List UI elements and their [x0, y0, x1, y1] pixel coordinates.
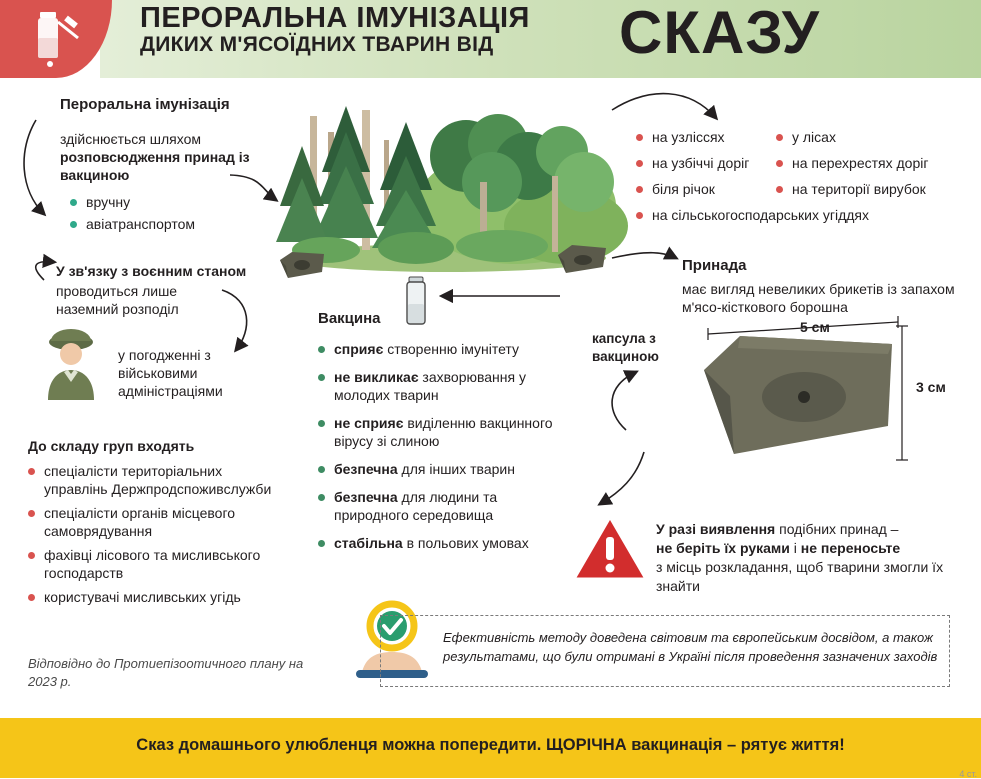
martial-law-text: проводиться лише наземний розподіл — [56, 283, 179, 317]
list-item-rest: в польових умовах — [402, 535, 529, 551]
list-item-rest: для людини та природного середовища — [334, 489, 498, 523]
methods-list — [70, 193, 260, 237]
list-item: у лісах — [776, 128, 976, 146]
list-item: на узбіччі доріг — [636, 154, 796, 172]
capsule-label: капсула з вакциною — [592, 331, 659, 364]
header-title-line1: ПЕРОРАЛЬНА ІМУНІЗАЦІЯ — [140, 2, 530, 34]
header-title-big: СКАЗУ — [619, 0, 820, 66]
list-item-bold: безпечна — [334, 489, 398, 505]
list-item: біля річок — [636, 180, 796, 198]
warning-text — [656, 520, 956, 596]
header-title-wrap — [140, 0, 980, 78]
efficiency-note-text: Ефективність методу доведена світовим та європейським досвідом, а також результатами, що були отримані в Україні після проведення зазначених заходів — [443, 630, 938, 664]
vaccine-ampoule-icon — [400, 276, 432, 328]
section-oral-immunization-text — [60, 130, 270, 184]
oral-imm-text-a: здійснюється шляхом — [60, 131, 201, 147]
list-item — [318, 414, 558, 450]
bait-width-label: 5 см — [800, 319, 830, 335]
bait-brick-small-right — [556, 243, 608, 275]
warning-triangle-icon — [572, 515, 648, 583]
bait-description: має вигляд невеликих брикетів із запахом м'ясо-кісткового борошна — [682, 281, 955, 315]
warning-line2-mid: і — [789, 540, 801, 556]
vaccine-title: Вакцина — [318, 310, 381, 327]
warning-line2-a: не беріть їх руками — [656, 540, 790, 556]
list-item — [318, 460, 558, 478]
list-item-bold: стабільна — [334, 535, 403, 551]
list-item-rest: створенню імунітету — [383, 341, 519, 357]
bait-height-label: 3 см — [916, 379, 946, 395]
groups-title: До складу груп входять — [28, 438, 195, 454]
list-item: на сільськогосподарських угіддях — [636, 206, 966, 224]
header-banner — [0, 0, 981, 78]
list-item: на території вирубок — [776, 180, 976, 198]
places-column-1 — [636, 128, 796, 202]
warning-line1-rest: подібних принад – — [775, 521, 899, 537]
list-item-rest: захворювання у молодих тварин — [334, 369, 526, 403]
warning-line1-bold: У разі виявлення — [656, 521, 776, 537]
vaccine-vial-syringe-icon — [22, 8, 82, 70]
list-item: на узліссях — [636, 128, 796, 146]
list-item: авіатранспортом — [70, 215, 260, 233]
warning-line2-b: не переносьте — [800, 540, 901, 556]
header-title-line2: ДИКИХ М'ЯСОЇДНИХ ТВАРИН ВІД — [140, 33, 494, 56]
list-item: користувачі мисливських угідь — [28, 588, 278, 606]
list-item — [318, 368, 558, 404]
page-number: 4 ст. — [959, 769, 977, 779]
groups-list — [28, 462, 278, 610]
bait-title: Принада — [682, 257, 747, 274]
footer-message: Сказ домашнього улюбленця можна попередити. ЩОРІЧНА вакцинація – рятує життя! — [136, 736, 845, 754]
list-item-rest: виділенню вакцинного вірусу зі слиною — [334, 415, 553, 449]
section-oral-immunization-title: Пероральна імунізація — [60, 96, 230, 113]
list-item-bold: не сприяє — [334, 415, 404, 431]
list-item — [318, 488, 558, 524]
list-item: на перехрестях доріг — [776, 154, 976, 172]
martial-law-title: У зв'язку з воєнним станом — [56, 263, 247, 279]
list-item — [318, 534, 558, 552]
warning-line3: з місць розкладання, щоб тварини змогли їх знайти — [656, 559, 944, 594]
list-item-bold: не викликає — [334, 369, 419, 385]
forest-illustration — [266, 86, 626, 266]
list-item: вручну — [70, 193, 260, 211]
vaccine-properties-list — [318, 340, 558, 556]
places-column-2 — [776, 128, 976, 202]
soldier-avatar-icon — [38, 328, 104, 400]
list-item: фахівці лісового та мисливського господарств — [28, 546, 278, 582]
list-item: спеціалісти територіальних управлінь Держпродспоживслужби — [28, 462, 278, 498]
oral-imm-text-b: розповсюдження принад із вакциною — [60, 149, 250, 183]
list-item: спеціалісти органів місцевого самоврядування — [28, 504, 278, 540]
list-item — [318, 340, 558, 358]
list-item-rest: для інших тварин — [397, 461, 515, 477]
list-item-bold: безпечна — [334, 461, 398, 477]
list-item-bold: сприяє — [334, 341, 384, 357]
plan-footnote: Відповідно до Протиепізоотичного плану на 2023 р. — [28, 656, 304, 689]
agreement-text: у погодженні з військовими адміністраціями — [118, 347, 223, 399]
